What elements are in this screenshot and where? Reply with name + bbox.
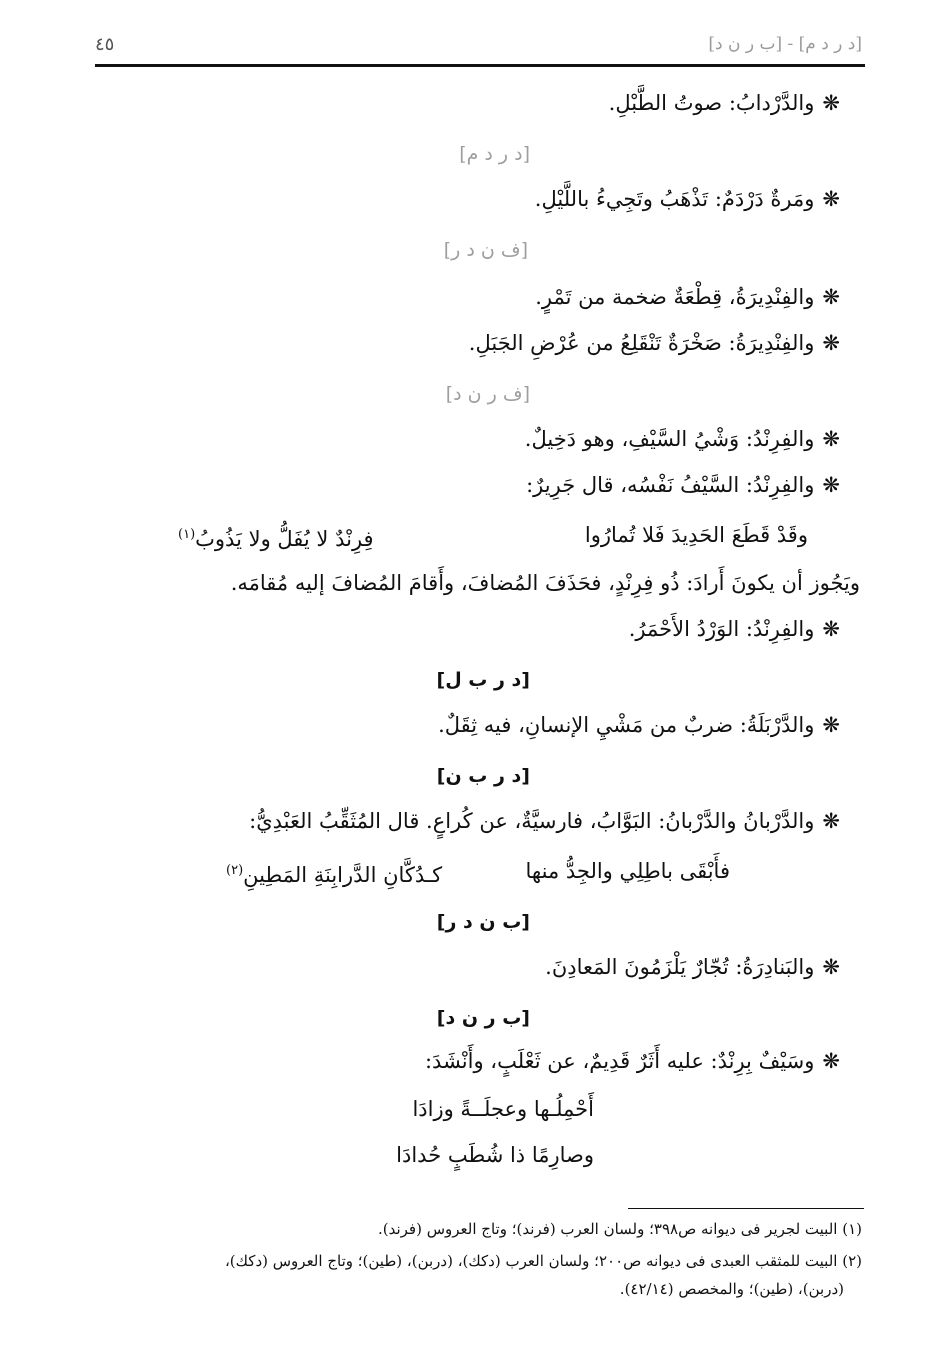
footnote: (١) البيت لجرير فى ديوانه ص٣٩٨؛ ولسان العرب (فرند)؛ وتاج العروس (فرند). bbox=[377, 1220, 862, 1238]
entry-line bbox=[525, 424, 840, 454]
bullet-star-icon: ❋ bbox=[822, 187, 840, 211]
bullet-star-icon: ❋ bbox=[822, 617, 840, 641]
root-heading: [ف ر ن د] bbox=[445, 383, 530, 405]
root-heading: [د ر ب ل] bbox=[436, 669, 530, 691]
entry-line bbox=[469, 328, 840, 358]
entry-text: والفِرِنْدُ: الوَرْدُ الأَحْمَرُ. bbox=[628, 617, 815, 641]
verse-text: كـدُكَّانِ الدَّرابِنَةِ المَطِينِ bbox=[243, 863, 443, 887]
root-heading: [د ر ب ن] bbox=[436, 765, 530, 787]
bullet-star-icon: ❋ bbox=[822, 331, 840, 355]
entry-text: والدَّرْبَلَةُ: ضربٌ من مَشْيِ الإنسانِ، فيه ثِقَلٌ. bbox=[438, 713, 815, 737]
rajaz-line: أَحْمِلُـها وعجلَــةً وزادَا bbox=[412, 1097, 594, 1121]
rajaz-line: وصارِمًا ذا شُطَبٍ حُدادَا bbox=[396, 1143, 594, 1167]
verse-second-hemistich bbox=[178, 520, 374, 554]
bullet-star-icon: ❋ bbox=[822, 955, 840, 979]
footnote-continuation: (دربن)، (طين)؛ والمخصص (٤٢/١٤). bbox=[619, 1280, 844, 1298]
entry-line bbox=[545, 952, 840, 982]
bullet-star-icon: ❋ bbox=[822, 1049, 840, 1073]
entry-line bbox=[535, 282, 840, 312]
header-rule bbox=[95, 64, 865, 67]
body-text-line: ويَجُوز أن يكونَ أَرادَ: ذُو فِرِنْدٍ، فحَذَفَ المُضافَ، وأَقامَ المُضافَ إليه مُقامَه. bbox=[230, 571, 860, 595]
entry-text: والدَّرْدابُ: صوتُ الطَّبْلِ. bbox=[608, 91, 815, 115]
entry-text: والفِرِنْدُ: السَّيْفُ نَفْسُه، قال جَرِيرٌ: bbox=[526, 473, 815, 497]
bullet-star-icon: ❋ bbox=[822, 91, 840, 115]
verse-text: فِرِنْدٌ لا يُفَلُّ ولا يَذُوبُ bbox=[195, 527, 374, 551]
footnote-rule bbox=[628, 1208, 864, 1209]
root-heading: [ف ن د ر] bbox=[443, 239, 528, 261]
entry-line bbox=[535, 184, 840, 214]
bullet-star-icon: ❋ bbox=[822, 285, 840, 309]
footnote-ref: (١) bbox=[178, 527, 196, 542]
footnote: (٢) البيت للمثقب العبدى فى ديوانه ص٢٠٠؛ ولسان العرب (دكك)، (دربن)، (طين)؛ وتاج العروس (دكك)، bbox=[224, 1252, 862, 1270]
entry-line bbox=[249, 806, 840, 836]
entry-line bbox=[438, 710, 840, 740]
bullet-star-icon: ❋ bbox=[822, 809, 840, 833]
bullet-star-icon: ❋ bbox=[822, 427, 840, 451]
running-header bbox=[95, 34, 862, 60]
page-number: ٤٥ bbox=[95, 34, 115, 55]
verse-second-hemistich bbox=[226, 856, 442, 890]
entry-text: وسَيْفٌ بِرِنْدٌ: عليه أَثَرٌ قَدِيمٌ، عن ثَعْلَبٍ، وأَنْشَدَ: bbox=[424, 1049, 815, 1073]
root-heading: [ب ر ن د] bbox=[436, 1007, 530, 1029]
entry-line bbox=[526, 470, 840, 500]
bullet-star-icon: ❋ bbox=[822, 473, 840, 497]
entry-text: ومَرةٌ دَرْدَمٌ: تَذْهَبُ وتَجِيءُ باللَّيْلِ. bbox=[534, 187, 815, 211]
entry-line bbox=[609, 88, 840, 118]
bullet-star-icon: ❋ bbox=[822, 713, 840, 737]
root-heading: [د ر د م] bbox=[459, 143, 530, 165]
entry-text: والفِنْدِيرَةُ: صَخْرَةٌ تَنْقَلِعُ من عُرْضِ الجَبَلِ. bbox=[468, 331, 815, 355]
entry-text: والدَّرْبانُ والدَّرْبانُ: البَوَّابُ، فارسيَّةٌ، عن كُراعٍ. قال المُثَقِّبُ العَبْدِيُّ: bbox=[249, 809, 815, 833]
entry-text: والبَنادِرَةُ: تُجّارٌ يَلْزَمُونَ المَعادِنَ. bbox=[545, 955, 815, 979]
verse-first-hemistich: فأَبْقَى باطِلِي والجِدُّ منها bbox=[525, 859, 730, 883]
entry-text: والفِرِنْدُ: وَشْيُ السَّيْفِ، وهو دَخِيلٌ. bbox=[524, 427, 815, 451]
entry-line bbox=[425, 1046, 840, 1076]
header-title: [د ر د م] - [ب ر ن د] bbox=[708, 34, 862, 54]
entry-text: والفِنْدِيرَةُ، قِطْعَةٌ ضخمة من تَمْرٍ. bbox=[535, 285, 815, 309]
root-heading: [ب ن د ر] bbox=[436, 911, 530, 933]
verse-first-hemistich: وقَدْ قَطَعَ الحَدِيدَ فَلا تُمارُوا bbox=[584, 523, 808, 547]
footnote-ref: (٢) bbox=[226, 863, 244, 878]
entry-line bbox=[629, 614, 840, 644]
